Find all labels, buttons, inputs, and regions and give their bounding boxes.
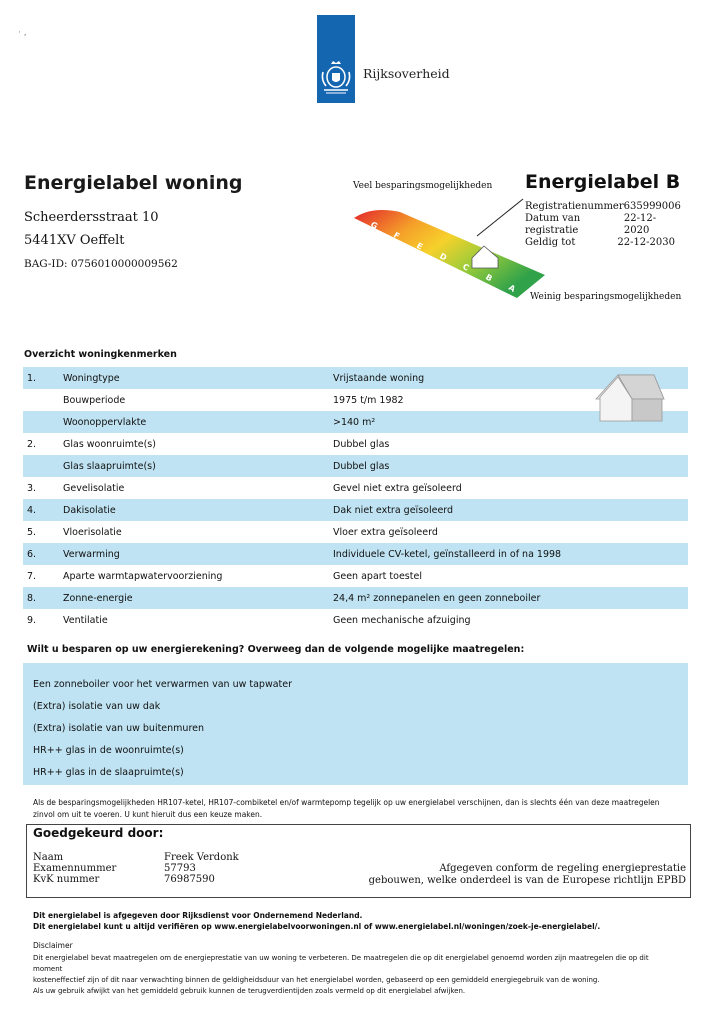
row-value: 1975 t/m 1982: [333, 394, 404, 406]
table-row: [23, 389, 688, 411]
row-label: Glas slaapruimte(s): [63, 460, 156, 472]
logo-text: Rijksoverheid: [363, 66, 450, 81]
table-row: [23, 543, 688, 565]
disclaimer-line: Als uw gebruik afwijkt van het gemiddeld gebruik kunnen de terugverdientijden zoals vermeld op dit energielabel afwijken.: [33, 987, 466, 995]
label-weinig-text: Weinig besparingsmogelijkheden: [530, 292, 682, 302]
measure-item: HR++ glas in de slaapruimte(s): [33, 767, 184, 778]
row-number: 2.: [27, 438, 37, 450]
row-label: Dakisolatie: [63, 504, 116, 516]
row-label: Verwarming: [63, 548, 120, 560]
row-value: Vloer extra geïsoleerd: [333, 526, 438, 538]
row-value: Dubbel glas: [333, 438, 390, 450]
row-number: 6.: [27, 548, 37, 560]
energy-label-scale: [352, 200, 552, 300]
disclaimer-text: [33, 953, 673, 997]
table-row: [23, 565, 688, 587]
row-value: Geen apart toestel: [333, 570, 422, 582]
row-value: >140 m²: [333, 416, 376, 428]
page-title: Energielabel woning: [24, 172, 243, 194]
approved-value: Freek Verdonk: [164, 852, 239, 863]
table-row: [23, 367, 688, 389]
row-label: Ventilatie: [63, 614, 108, 626]
disclaimer-line: kosteneffectief zijn of dit naar verwachting binnen de geldigheidsduur van het energielabel worden, gebaseerd op een gemiddeld energiegebruik van de woning.: [33, 976, 600, 984]
approved-labels: [33, 852, 116, 885]
registration-key: Registratienummer: [525, 201, 624, 212]
scale-letter: F: [392, 230, 402, 241]
disclaimer-line: Dit energielabel bevat maatregelen om de energieprestatie van uw woning te verbeteren. De maatregelen die op dit energielabel genoemd worden zijn maatregelen die op dit moment: [33, 954, 649, 973]
row-label: Vloerisolatie: [63, 526, 122, 538]
row-value: Vrijstaande woning: [333, 372, 425, 384]
row-number: 9.: [27, 614, 37, 626]
address-street: Scheerdersstraat 10: [24, 210, 159, 225]
energy-label-title: Energielabel B: [525, 171, 681, 193]
registration-value: 22-12-2030: [617, 237, 675, 248]
overview-title: Overzicht woningkenmerken: [24, 349, 177, 360]
table-row: [23, 609, 688, 631]
bag-id: BAG-ID: 0756010000009562: [24, 258, 178, 270]
row-label: Aparte warmtapwatervoorziening: [63, 570, 223, 582]
row-label: Woningtype: [63, 372, 120, 384]
scale-letter: E: [415, 240, 425, 252]
scan-mark: · ,: [18, 28, 27, 38]
approved-label: Naam: [33, 852, 64, 863]
conform-line: Afgegeven conform de regeling energieprestatie: [439, 863, 686, 874]
label-veel-text: Veel besparingsmogelijkheden: [353, 181, 493, 191]
row-value: Dubbel glas: [333, 460, 390, 472]
registration-value: 635999006: [623, 201, 681, 212]
approved-value: 57793: [164, 863, 196, 874]
row-number: 3.: [27, 482, 37, 494]
row-value: Gevel niet extra geïsoleerd: [333, 482, 462, 494]
footer-line: Dit energielabel kunt u altijd verifiëren op www.energielabelvoorwoningen.nl of www.energielabel.nl/woningen/zoek-je-energielabel/.: [33, 922, 601, 931]
disclaimer-title: Disclaimer: [33, 941, 73, 950]
row-label: Bouwperiode: [63, 394, 126, 406]
approved-label: KvK nummer: [33, 874, 100, 885]
table-row: [23, 477, 688, 499]
measure-item: (Extra) isolatie van uw buitenmuren: [33, 723, 205, 734]
measure-item: HR++ glas in de woonruimte(s): [33, 745, 184, 756]
row-number: 4.: [27, 504, 37, 516]
table-row: [23, 499, 688, 521]
row-label: Woonoppervlakte: [63, 416, 147, 428]
table-row: [23, 433, 688, 455]
measure-item: (Extra) isolatie van uw dak: [33, 701, 161, 712]
measures-note: Als de besparingsmogelijkheden HR107-ketel, HR107-combiketel en/of warmtepomp tegelijk op uw energielabel verschijnen, dan is slechts één van deze maatregelen zinvol om uit te voeren. U kunt hieruit dus een keuze maken.: [33, 798, 660, 819]
table-row: [23, 455, 688, 477]
house-icon: [592, 367, 668, 425]
approved-title: Goedgekeurd door:: [33, 826, 164, 840]
footer-line: Dit energielabel is afgegeven door Rijksdienst voor Ondernemend Nederland.: [33, 911, 363, 920]
registration-key: Geldig tot: [525, 237, 576, 248]
address-postcode-city: 5441XV Oeffelt: [24, 233, 125, 248]
conform-statement: [320, 863, 686, 887]
row-label: Gevelisolatie: [63, 482, 125, 494]
measures-title: Wilt u besparen op uw energierekening? Overweeg dan de volgende mogelijke maatregelen:: [27, 644, 525, 655]
approved-label: Examennummer: [33, 863, 117, 874]
row-number: 8.: [27, 592, 37, 604]
approved-values: [164, 852, 239, 885]
row-number: 5.: [27, 526, 37, 538]
scale-letter: C: [461, 261, 471, 273]
table-row: [23, 521, 688, 543]
row-value: Dak niet extra geïsoleerd: [333, 504, 454, 516]
row-label: Zonne-energie: [63, 592, 133, 604]
conform-line: gebouwen, welke onderdeel is van de Europese richtlijn EPBD: [368, 875, 686, 886]
row-value: Geen mechanische afzuiging: [333, 614, 471, 626]
table-row: [23, 411, 688, 433]
registration-key: Datum van registratie: [525, 213, 581, 236]
characteristics-table: [23, 367, 688, 631]
approved-value: 76987590: [164, 874, 215, 885]
row-number: 1.: [27, 372, 37, 384]
measure-item: Een zonneboiler voor het verwarmen van uw tapwater: [33, 679, 293, 690]
scale-letter: G: [369, 219, 380, 232]
scale-letter: A: [507, 282, 517, 294]
registration-value: 22-12-2020: [623, 213, 657, 236]
scale-letter: B: [484, 272, 494, 284]
row-value: 24,4 m² zonnepanelen en geen zonneboiler: [333, 592, 541, 604]
row-value: Individuele CV-ketel, geïnstalleerd in of na 1998: [333, 548, 562, 560]
footer-info: [33, 910, 600, 932]
table-row: [23, 587, 688, 609]
scale-letter: D: [438, 251, 449, 263]
measures-list: [23, 663, 688, 785]
crest-icon: [320, 60, 352, 96]
row-label: Glas woonruimte(s): [63, 438, 156, 450]
row-number: 7.: [27, 570, 37, 582]
